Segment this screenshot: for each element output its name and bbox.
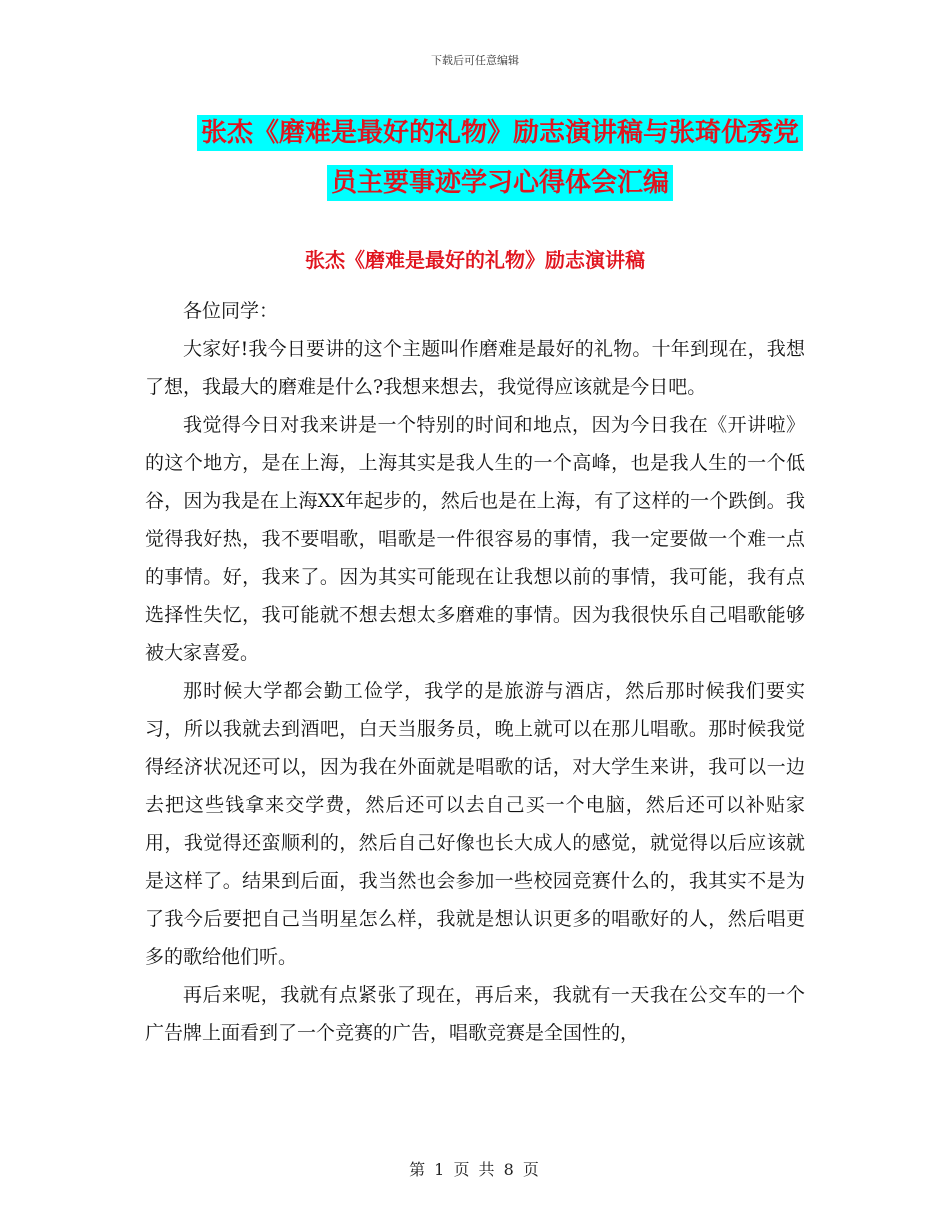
header-note: 下载后可任意编辑 (431, 54, 519, 67)
body-text (145, 292, 805, 1052)
section-title: 张杰《磨难是最好的礼物》励志演讲稿 (305, 248, 645, 272)
title-line-2-text: 员主要事迹学习心得体会汇编 (327, 165, 673, 201)
title-line-1 (190, 108, 810, 158)
paragraph: 那时候大学都会勤工俭学，我学的是旅游与酒店，然后那时候我们要实习，所以我就去到酒吧，白天当服务员，晚上就可以在那儿唱歌。那时候我觉得经济状况还可以，因为我在外面就是唱歌的话，对大学生来讲，我可以一边去把这些钱拿来交学费，然后还可以去自己买一个电脑，然后还可以补贴家用，我觉得还蛮顺利的，然后自己好像也长大成人的感觉，就觉得以后应该就是这样了。结果到后面，我当然也会参加一些校园竞赛什么的，我其实不是为了我今后要把自己当明星怎么样，我就是想认识更多的唱歌好的人，然后唱更多的歌给他们听。 (145, 680, 805, 968)
paragraph: 再后来呢，我就有点紧张了现在，再后来，我就有一天我在公交车的一个广告牌上面看到了一个竞赛的广告，唱歌竞赛是全国性的， (145, 984, 805, 1044)
paragraph: 我觉得今日对我来讲是一个特别的时间和地点，因为今日我在《开讲啦》的这个地方，是在上海，上海其实是我人生的一个高峰，也是我人生的一个低谷，因为我是在上海XX年起步的，然后也是在上海，有了这样的一个跌倒。我觉得我好热，我不要唱歌，唱歌是一件很容易的事情，我一定要做一个难一点的事情。好，我来了。因为其实可能现在让我想以前的事情，我可能，我有点选择性失忆，我可能就不想去想太多磨难的事情。因为我很快乐自己唱歌能够被大家喜爱。 (145, 414, 805, 664)
salutation: 各位同学： (183, 300, 279, 322)
paragraph: 大家好!我今日要讲的这个主题叫作磨难是最好的礼物。十年到现在，我想了想，我最大的磨难是什么?我想来想去，我觉得应该就是今日吧。 (145, 338, 805, 398)
title-line-2 (190, 158, 810, 208)
title-line-1-text: 张杰《磨难是最好的礼物》励志演讲稿与张琦优秀党 (197, 115, 803, 151)
document-title (190, 108, 810, 208)
page-footer: 第 1 页 共 8 页 (409, 1160, 541, 1179)
